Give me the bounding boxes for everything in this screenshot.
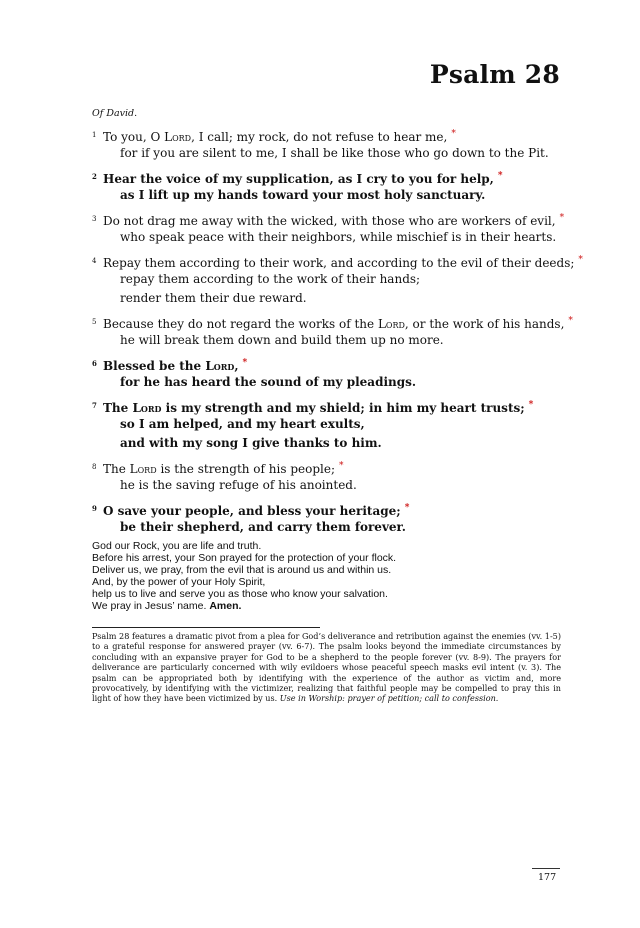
verse-line <box>92 251 583 270</box>
verse-number: 3 <box>92 215 97 223</box>
verse-text: O save your people, and bless your heritage; <box>103 504 401 518</box>
verse-text: and with my song I give thanks to him. <box>120 436 382 450</box>
verse-text: To you, O <box>103 130 165 144</box>
verse-text: The <box>103 462 130 476</box>
verse-number: 4 <box>92 257 97 265</box>
prayer-last-line: We pray in Jesus’ name. <box>92 600 207 612</box>
verse-text: , I call; my rock, do not refuse to hear me, <box>191 130 448 144</box>
verse-line <box>92 518 562 537</box>
prayer-line <box>92 600 396 612</box>
verse-line <box>92 312 573 331</box>
asterisk-mark: * <box>497 171 503 181</box>
verse-text: Blessed be the <box>103 359 206 373</box>
verse-text: , <box>234 359 239 373</box>
prayer-line: Deliver us, we pray, from the evil that is around us and within us. <box>92 564 392 576</box>
divine-name: Lord <box>377 317 405 331</box>
page-number: 177 <box>538 872 557 883</box>
verse-8 <box>92 457 562 495</box>
verse-5 <box>92 312 573 350</box>
verse-line <box>92 209 565 228</box>
verse-text: , or the work of his hands, <box>404 317 565 331</box>
footnote-divider <box>92 627 320 628</box>
verse-text: as I lift up my hands toward your most holy sanctuary. <box>120 188 486 202</box>
verse-line <box>92 228 562 247</box>
verse-line <box>92 167 562 186</box>
verse-9 <box>92 499 562 537</box>
verse-line <box>92 373 562 392</box>
verse-text: be their shepherd, and carry them forever. <box>120 520 406 534</box>
verse-text: Hear the voice of my supplication, as I cry to you for help, <box>103 172 494 186</box>
prayer-line: Before his arrest, your Son prayed for the protection of your flock. <box>92 552 397 564</box>
verse-line <box>92 289 562 308</box>
verse-text: render them their due reward. <box>120 291 307 305</box>
amen: Amen. <box>209 600 242 612</box>
asterisk-mark: * <box>559 213 565 223</box>
verse-line <box>92 270 562 289</box>
verse-3 <box>92 209 565 247</box>
asterisk-mark: * <box>242 358 248 368</box>
verse-line <box>92 144 562 163</box>
divine-name: Lord <box>129 462 157 476</box>
note-text: Psalm 28 features a dramatic pivot from a plea for God’s deliverance and retribution against the enemies (vv. 1-5) to a grateful response for answered prayer (vv. 6-7). The psalm looks beyond the immediate circumstances by concluding with an expansive prayer for God to be a shepherd to the people forever (vv. 8-9). The prayers for deliverance are particularly concerned with wily evildoers whose peaceful speech masks evil intent (v. 3). The psalm can be appropriated both by identifying with the experience of the author as victim and, more provocatively, by identifying with the victimizer, realizing that faithful people may be compelled to pray this in light of how they have been victimized by us. <box>92 631 561 704</box>
divine-name: Lord <box>132 401 162 415</box>
prayer-line: And, by the power of your Holy Spirit, <box>92 576 266 588</box>
verse-line <box>92 499 562 518</box>
page-number-rule <box>532 868 560 869</box>
verse-line <box>92 434 562 453</box>
verse-number: 6 <box>92 359 97 368</box>
divine-name: Lord <box>164 130 192 144</box>
asterisk-mark: * <box>339 461 344 471</box>
verse-number: 2 <box>92 172 97 181</box>
verse-4 <box>92 251 583 308</box>
verse-number: 9 <box>92 504 97 513</box>
verse-text: Do not drag me away with the wicked, with those who are workers of evil, <box>103 214 556 228</box>
verse-2 <box>92 167 562 205</box>
asterisk-mark: * <box>578 255 583 265</box>
verse-text: Because they do not regard the works of the <box>103 317 378 331</box>
asterisk-mark: * <box>568 316 573 326</box>
commentary-note <box>92 631 561 704</box>
verse-text: he will break them down and build them up no more. <box>120 333 444 347</box>
verse-number: 5 <box>92 318 97 326</box>
verse-text: for he has heard the sound of my pleadings. <box>120 375 417 389</box>
verse-line <box>92 125 562 144</box>
psalm-text <box>92 125 583 541</box>
verse-number: 8 <box>92 463 97 471</box>
verse-line <box>92 354 562 373</box>
verse-number: 1 <box>92 131 97 139</box>
asterisk-mark: * <box>451 129 456 139</box>
verse-6 <box>92 354 562 392</box>
verse-line <box>92 331 562 350</box>
closing-prayer <box>92 540 396 612</box>
asterisk-mark: * <box>404 503 410 513</box>
verse-1 <box>92 125 562 163</box>
verse-number: 7 <box>92 401 97 410</box>
page-title: Psalm 28 <box>429 60 560 89</box>
verse-text: for if you are silent to me, I shall be like those who go down to the Pit. <box>120 146 549 160</box>
verse-text: is my strength and my shield; in him my heart trusts; <box>161 401 525 415</box>
divine-name: Lord <box>205 359 235 373</box>
use-in-worship: Use in Worship: prayer of petition; call to confession. <box>279 693 499 704</box>
verse-line <box>92 476 562 495</box>
prayer-line: help us to live and serve you as those who know your salvation. <box>92 588 388 600</box>
verse-text: so I am helped, and my heart exults, <box>120 417 365 431</box>
verse-line <box>92 396 562 415</box>
verse-text: who speak peace with their neighbors, while mischief is in their hearts. <box>120 230 557 244</box>
prayer-line: God our Rock, you are life and truth. <box>92 540 262 552</box>
verse-line <box>92 186 562 205</box>
verse-text: he is the saving refuge of his anointed. <box>120 478 357 492</box>
verse-line <box>92 457 562 476</box>
verse-text: Repay them according to their work, and according to the evil of their deeds; <box>103 256 575 270</box>
superscription: Of David. <box>92 108 138 119</box>
verse-text: The <box>103 401 133 415</box>
verse-7 <box>92 396 562 453</box>
verse-text: is the strength of his people; <box>156 462 336 476</box>
asterisk-mark: * <box>528 400 534 410</box>
verse-text: repay them according to the work of their hands; <box>120 272 421 286</box>
verse-line <box>92 415 562 434</box>
